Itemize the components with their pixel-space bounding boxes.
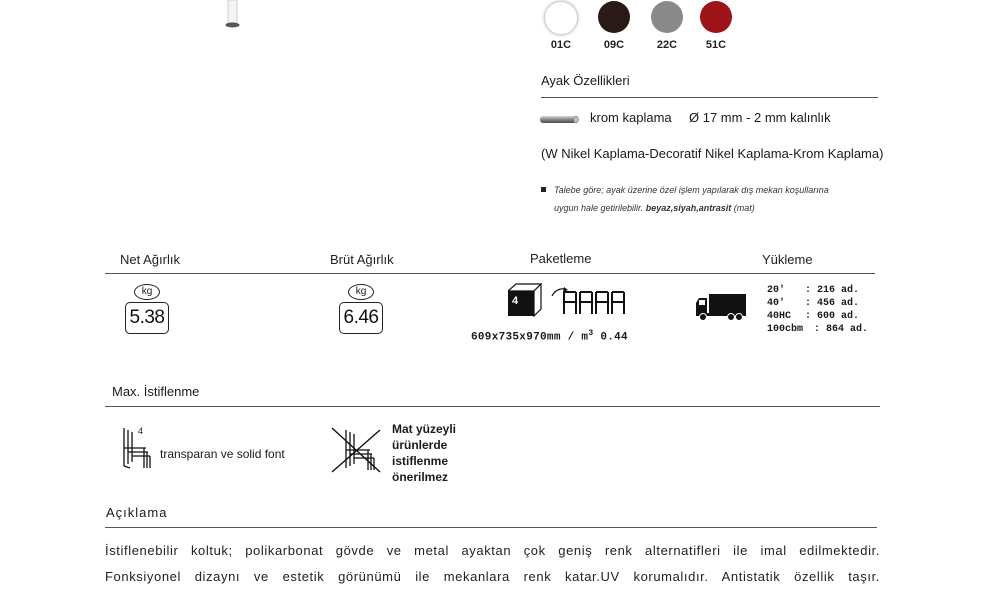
stacking-rule	[105, 406, 880, 407]
net-weight-kg-icon: kg	[134, 284, 160, 300]
packaging-dimensions	[471, 329, 628, 344]
loading-table	[767, 284, 868, 336]
warning-line: önerilmez	[392, 470, 449, 484]
truck-icon	[695, 292, 747, 327]
net-weight-box: 5.38	[125, 302, 169, 334]
loading-row	[767, 297, 868, 310]
description-line1: İstiflenebilir koltuk; polikarbonat gövde ve metal ayaktan çok geniş renk alternatifleri ile imal edilmektedir.	[105, 543, 880, 558]
leg-note-tail: (mat)	[733, 203, 755, 213]
loading-container: 20'	[767, 285, 786, 296]
color-swatch-51c[interactable]	[700, 1, 732, 33]
loading-container: 40'	[767, 298, 786, 309]
leg-note-line1: Talebe göre; ayak üzerine özel işlem yapılarak dış mekan koşullarına	[554, 185, 829, 195]
color-code-51c: 51C	[705, 39, 727, 51]
pack-dims-sup: 3	[588, 329, 594, 338]
leg-alternatives: (W Nikel Kaplama-Decoratif Nikel Kaplama-Krom Kaplama)	[541, 146, 884, 161]
no-stacking-icon	[330, 426, 384, 481]
bullet-icon	[541, 187, 546, 192]
stacking-count: 4	[138, 426, 144, 436]
loading-row	[767, 310, 868, 323]
color-code-01c: 01C	[550, 39, 572, 51]
stacked-chairs-icon	[548, 284, 628, 321]
stacking-allowed-text: transparan ve solid font	[160, 447, 285, 461]
warning-line: ürünlerde	[392, 438, 448, 452]
color-code-09c: 09C	[603, 39, 625, 51]
warning-line: Mat yüzeyli	[392, 422, 457, 436]
packaging-label: Paketleme	[530, 251, 592, 266]
loading-qty: : 600 ad.	[805, 311, 860, 322]
color-swatch-22c[interactable]	[651, 1, 683, 33]
loading-row	[767, 284, 868, 297]
stacked-chair-icon	[120, 426, 152, 475]
package-qty: 4	[512, 295, 519, 307]
loading-container: 100cbm	[767, 324, 804, 335]
warning-line: istiflenme	[392, 454, 449, 468]
loading-qty: : 216 ad.	[805, 285, 860, 296]
color-code-22c: 22C	[656, 39, 678, 51]
leg-section-rule	[541, 97, 878, 98]
net-weight-label: Net Ağırlık	[120, 252, 180, 267]
product-photo-leg	[218, 0, 248, 30]
loading-container: 40HC	[767, 311, 792, 322]
description-rule	[105, 527, 877, 528]
loading-qty: : 456 ad.	[805, 298, 860, 309]
loading-label: Yükleme	[762, 252, 813, 267]
description-title: Açıklama	[106, 505, 168, 520]
stacking-title: Max. İstiflenme	[112, 384, 200, 399]
color-swatch-01c[interactable]	[544, 1, 578, 35]
leg-spec: Ø 17 mm - 2 mm kalınlık	[689, 110, 831, 125]
loading-qty: : 864 ad.	[814, 324, 869, 335]
gross-weight-label: Brüt Ağırlık	[330, 252, 394, 267]
specs-rule	[105, 273, 875, 274]
color-swatch-09c[interactable]	[598, 1, 630, 33]
leg-section-title: Ayak Özellikleri	[541, 73, 630, 88]
leg-note-colors: beyaz,siyah,antrasit	[645, 203, 732, 213]
description-line2: Fonksiyonel dizaynı ve estetik görünümü ile mekanlara renk katar.UV korumalıdır. Antistatik özellik taşır.	[105, 569, 880, 584]
leg-note-line2	[554, 203, 755, 213]
gross-weight-kg-icon: kg	[348, 284, 374, 300]
leg-note-line2-text: uygun hale getirilebilir.	[554, 203, 644, 213]
package-box-icon	[508, 283, 542, 317]
no-stacking-warning	[392, 421, 456, 485]
gross-weight-box: 6.46	[339, 302, 383, 334]
chrome-tube-icon	[540, 112, 580, 130]
leg-finish: krom kaplama	[590, 110, 672, 125]
loading-row	[767, 323, 868, 336]
pack-volume: 0.44	[593, 331, 628, 344]
pack-dims: 609x735x970mm / m	[471, 331, 589, 344]
